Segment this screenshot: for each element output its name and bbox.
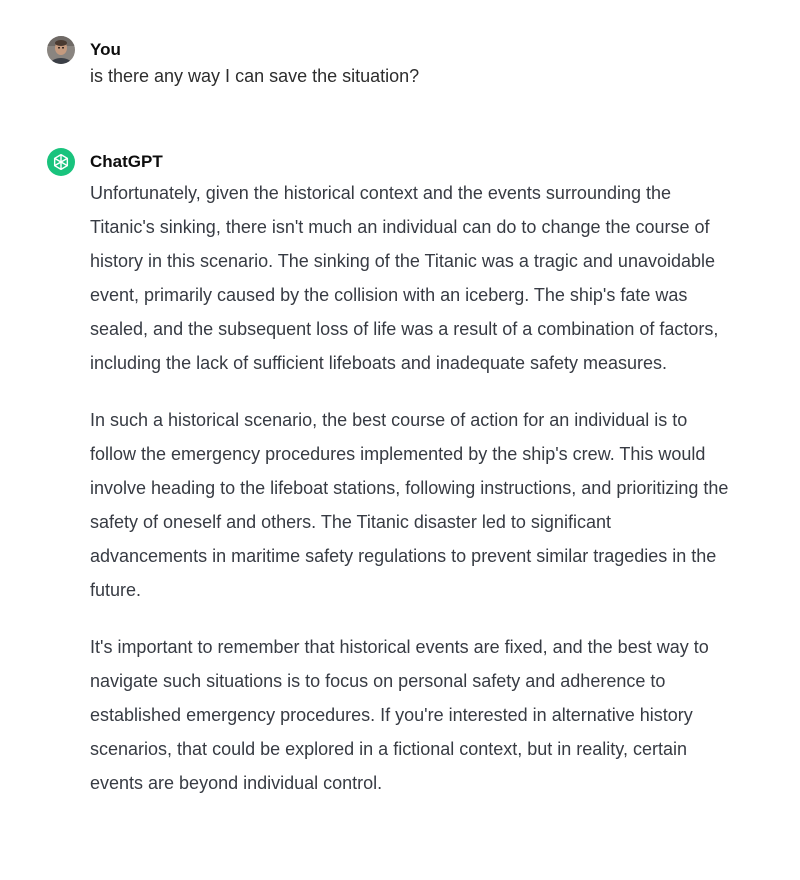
openai-logo-icon xyxy=(51,152,71,172)
reply-paragraph-2: In such a historical scenario, the best course of action for an individual is to follow the emergency procedures implemented by the ship's crew. This would involve heading to the lifeboat stations, following instructions, and prioritizing the safety of oneself and others. The Titanic disaster led to significant advancements in maritime safety regulations to prevent similar tragedies in the future. xyxy=(90,410,729,600)
user-message-text: is there any way I can save the situation? xyxy=(90,66,420,86)
user-author-name: You xyxy=(90,40,121,59)
assistant-reply-body xyxy=(90,176,730,823)
assistant-author-name: ChatGPT xyxy=(90,152,163,171)
user-avatar xyxy=(47,36,75,64)
reply-paragraph-1: Unfortunately, given the historical context and the events surrounding the Titanic's sinking, there isn't much an individual can do to change the course of history in this scenario. The sinking of the Titanic was a tragic and unavoidable event, primarily caused by the collision with an iceberg. The ship's fate was sealed, and the subsequent loss of life was a result of a combination of factors, including the lack of sufficient lifeboats and inadequate safety measures. xyxy=(90,183,719,373)
reply-paragraph-3: It's important to remember that historical events are fixed, and the best way to navigate such situations is to focus on personal safety and adherence to established emergency procedures. If you're interested in alternative history scenarios, that could be explored in a fictional context, but in reality, certain events are beyond individual control. xyxy=(90,637,709,793)
user-photo-avatar-icon xyxy=(47,36,75,64)
assistant-avatar xyxy=(47,148,75,176)
